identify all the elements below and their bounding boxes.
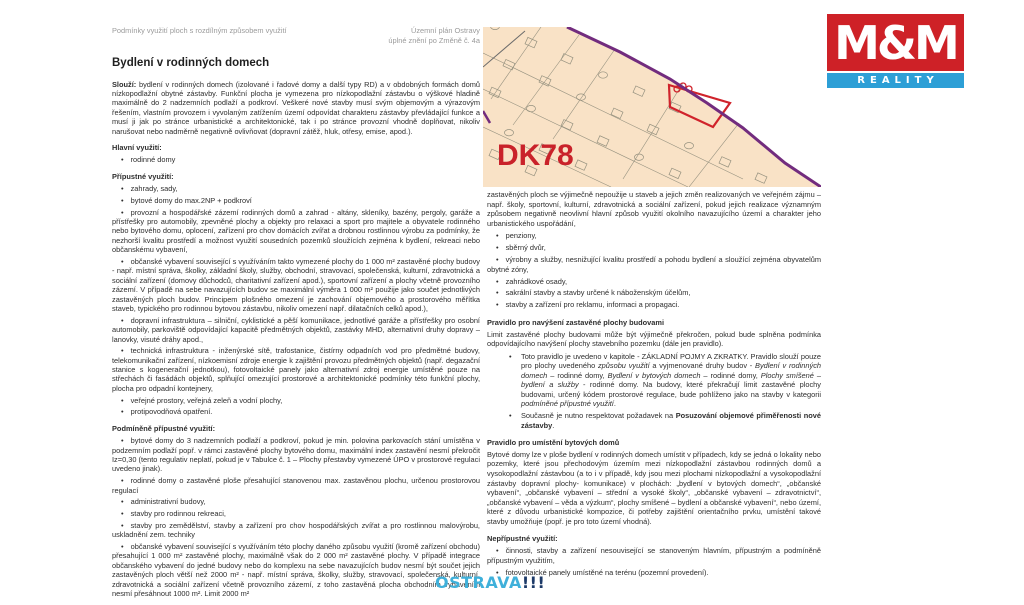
continuation-paragraph: zastavěných ploch se výjimečně nepoužije u staveb a jejich změn realizovaných ve veřejném zájmu – např. školy, sportovní, kulturní, zdravotnická a sociální zařízení, pokud jejich realizace významným způsobem negativně neovlivní hlavní způsob využití okolního navazujícího území a charakter jeho urbanistického uspořádání, — [487, 190, 821, 228]
serves-label: Slouží: — [112, 79, 137, 89]
page-header — [112, 26, 480, 46]
list-item: • bytové domy do 3 nadzemních podlaží a podkroví, pokud je min. polovina parkovacích stání umístěna v podzemním podlaží popř. v rámci zastavěné plochy bytového domu, maximální index zastavění nesmí překročit Iz=0,30 (tento regulativ neplatí, pokud je v Tabulce č. 1 – Plochy přestavby vymezené ÚPO v prostorové regulaci uvedeno jinak). — [112, 436, 480, 474]
zoning-map-image — [483, 27, 821, 187]
list-item: • rodinné domy o zastavěné ploše přesahující stanovenou max. zastavěnou plochu, určenou prostorovou regulací — [112, 476, 480, 495]
list-item: • stavby pro rodinnou rekreaci, — [112, 509, 480, 518]
list-item: • sakrální stavby a stavby určené k náboženským účelům, — [487, 288, 821, 298]
mm-logo-mark: M&M — [827, 14, 964, 71]
list-item: • fotovoltaické panely umístěné na terénu (pozemní provedení). — [487, 568, 821, 578]
list-item: • sběrný dvůr, — [487, 243, 821, 253]
parcel-code-label: DK78 — [497, 139, 574, 172]
permitted-use-heading: Přípustné využití: — [112, 171, 174, 181]
list-item: • stavby a zařízení pro reklamu, informaci a propagaci. — [487, 300, 821, 310]
prohibited-use-heading: Nepřípustné využití: — [487, 534, 558, 544]
list-item: • zahrady, sady, — [112, 184, 480, 193]
mm-reality-logo — [827, 14, 964, 88]
list-item: • penziony, — [487, 231, 821, 241]
list-item: • veřejné prostory, veřejná zeleň a vodní plochy, — [112, 396, 480, 405]
document-title: Bydlení v rodinných domech — [112, 57, 270, 69]
ostrava-logo-name: OSTRAVA — [435, 573, 522, 592]
list-item: • činnosti, stavby a zařízení nesouvisející se stanoveným hlavním, přípustným a podmíněně přípustným využitím, — [487, 546, 821, 565]
rule1-bullet-2: • Současně je nutno respektovat požadavek na Posuzování objemové přiměřenosti nové zástavby. — [487, 411, 821, 430]
mm-logo-reality-bar: REALITY — [827, 73, 964, 88]
ostrava-logo — [435, 573, 545, 592]
zoning-map — [483, 27, 821, 187]
serves-paragraph — [112, 80, 480, 136]
list-item: • protipovodňová opatření. — [112, 407, 480, 416]
list-item: • stavby pro zemědělství, stavby a zařízení pro chov hospodářských zvířat a pro rostlinnou malovýrobu, uskladnění zem. techniky — [112, 521, 480, 540]
header-left-text: Podmínky využití ploch s rozdílným způsobem využití — [112, 26, 287, 35]
list-item: • občanské vybavení související s využíváním této plochy daného způsobu využití (kromě zařízení obchodu) přesahující 1 000 m² zastavěné plochy, maximálně však do 2 000 m² zastavěné plochy. V případě integrace občanského vybavení do jedné budovy nebo do komplexu na sebe navazujících budov nesmí být součet jejich zastavěných ploch větší než 2000 m² - např. místní správa, školky, služby, stravovací, společenská, kulturní, zdravotnická a sociální zařízení včetně provozního zázemí, z toho zastavěná plocha obchodním vybavením nesmí přesáhnout 1000 m². Limit 2000 m² — [112, 542, 480, 598]
header-right-text — [388, 26, 480, 46]
rule1-intro: Limit zastavěné plochy budovami může být výjimečně překročen, pokud bude splněna podmínka odpovídajícího navýšení plochy stavebního pozemku (dále jen pravidlo). — [487, 329, 821, 349]
rule1-heading: Pravidlo pro navýšení zastavěné plochy budovami — [487, 317, 665, 327]
main-use-heading: Hlavní využití: — [112, 142, 162, 152]
right-text-column — [487, 190, 821, 580]
header-plan-subtitle: úplné znění po Změně č. 4a — [388, 35, 480, 45]
list-item: • technická infrastruktura - inženýrské sítě, trafostanice, čistírny odpadních vod pro předmětné budovy, telekomunikační zařízení, nízkoemisní zdroje energie k zajištění provozu předmětných objektů (např. degazační stanice s kogenerační jednotkou), fotovoltaické panely jako alternativní zdroj energie umístěné pouze na střechách či fasádách objektů, splňující omezující prostorové a architektonické podmínky této funkční plochy, plocha pro odpadní kontejnery, — [112, 346, 480, 393]
ostrava-logo-exclamations: !!! — [521, 573, 546, 592]
list-item: • bytové domy do max.2NP + podkroví — [112, 196, 480, 205]
rule1-bullet-1: • Toto pravidlo je uvedeno v kapitole - ZÁKLADNÍ POJMY A ZKRATKY. Pravidlo slouží pouze pro plochy uvedeného způsobu využití a vyjmenované druhy budov - Bydlení v rodinných domech – rodinné domy, Bydlení v bytových domech – rodinné domy, Plochy smíšené – bydlení a služby - rodinné domy. Na budovy, které překračují limit zastavěné plochy budovami, určený kódem prostorové regulace, bude pohlíženo jako na stavby v kategorii podmíněné přípustné využití. — [487, 352, 821, 409]
list-item: • dopravní infrastruktura – silniční, cyklistické a pěší komunikace, jednotlivé garáže a přístřešky pro osobní automobily, parkoviště odpovídající kapacitě předmětných objektů, zastávky MHD, alternativní druhy dopravy – lanovky, visuté dráhy apod., — [112, 316, 480, 344]
list-item: • administrativní budovy, — [112, 497, 480, 506]
rule2-heading: Pravidlo pro umístění bytových domů — [487, 438, 620, 448]
left-text-column — [112, 56, 480, 601]
rule2-paragraph: Bytové domy lze v ploše bydlení v rodinných domech umístit v případech, kdy se jedná o lokality nebo pozemky, které jsou přechodovým územím mezi nízkopodlažní zástavbou rodinných domů a vysokopodlažní zástavbou (a to i v případě, kdy jsou mezi plochami nízkopodlažní a vysokopodlažní zástavby dopravní plochy- komunikace) v plochách: „bydlení v bytových domech“, „občanské vybavení“, „občanské vybavení – střední a vysoké školy“, „občanské vybavení – zdravotnictví“, „občanské vybavení – věda a výzkum“, plochy smíšené – bydlení a občanské vybavení“, nebo území, které z důvodu urbanistické kompozice, či potřeby zajištění orientačního prvku, umístění takové stavby umožňuje (popř. je pro toto území vhodná). — [487, 449, 821, 526]
list-item: • výrobny a služby, nesnižující kvalitu prostředí a pohodu bydlení a sloužící zejména obyvatelům obytné zóny, — [487, 255, 821, 274]
list-item: • občanské vybavení související s využíváním takto vymezené plochy do 1 000 m² zastavěné plochy budovy - např. místní správa, školky, základní školy, služby, obchodní, stravovací, společenská, kulturní, zdravotnická a sociální zařízení (domovy důchodců, charitativní zařízení apod.), sportovní zařízení a plochy včetně provozního zázemí. V případě na sebe navazujících budov se maximální výměra 1 000 m² použije jako součet jednotlivých zastavěných ploch budov. Principem plošného omezení je zachování objemového a prostorového měřítka staveb, typického pro rodinnou bytovou zástavbu, nikoliv omezení např. dilatačních celků apod.), — [112, 257, 480, 313]
header-plan-title: Územní plán Ostravy — [410, 26, 480, 35]
list-item: • provozní a hospodářské zázemí rodinných domů a zahrad - altány, skleníky, bazény, pergoly, garáže a přístřešky pro automobily, zpevněné plochy a objekty pro relaxaci a sport pro majitele a obyvatele rodinného nebo bytového domu, oplocení, zařízení pro chov domácích zvířat a drobnou rostlinnou výrobu za podmínky, že nezhorší kvalitu prostředí a možnost využití sousedních pozemků sloužících zejména k bydlení, rekreaci nebo občanskému vybavení, — [112, 208, 480, 255]
conditional-use-heading: Podmíněně přípustné využití: — [112, 423, 216, 433]
list-item: • zahrádkové osady, — [487, 277, 821, 287]
list-item: • rodinné domy — [112, 155, 480, 164]
serves-text: bydlení v rodinných domech (izolované i řadové domy a další typy RD) a v obdobných formách domů nízkopodlažní obytné zástavby. Funkční plocha je vymezena pro nízkopodlažní zástavbu o výškové hladině maximálně do 2 nadzemních podlaží a podkroví. Veškeré nové stavby musí svým objemovým a výrazovým řešením, vlastním provozem i vyvolaným zatížením území odpovídat charakteru zástavby převládající funkce a musí ji jak po stránce urbanistické a architektonické, tak i po stránce provozní vhodně doplňovat, nikoliv narušovat nebo nadměrně negativně ovlivňovat (dopravní zátěž, hluk, otřesy, emise, apod.). — [112, 79, 480, 136]
